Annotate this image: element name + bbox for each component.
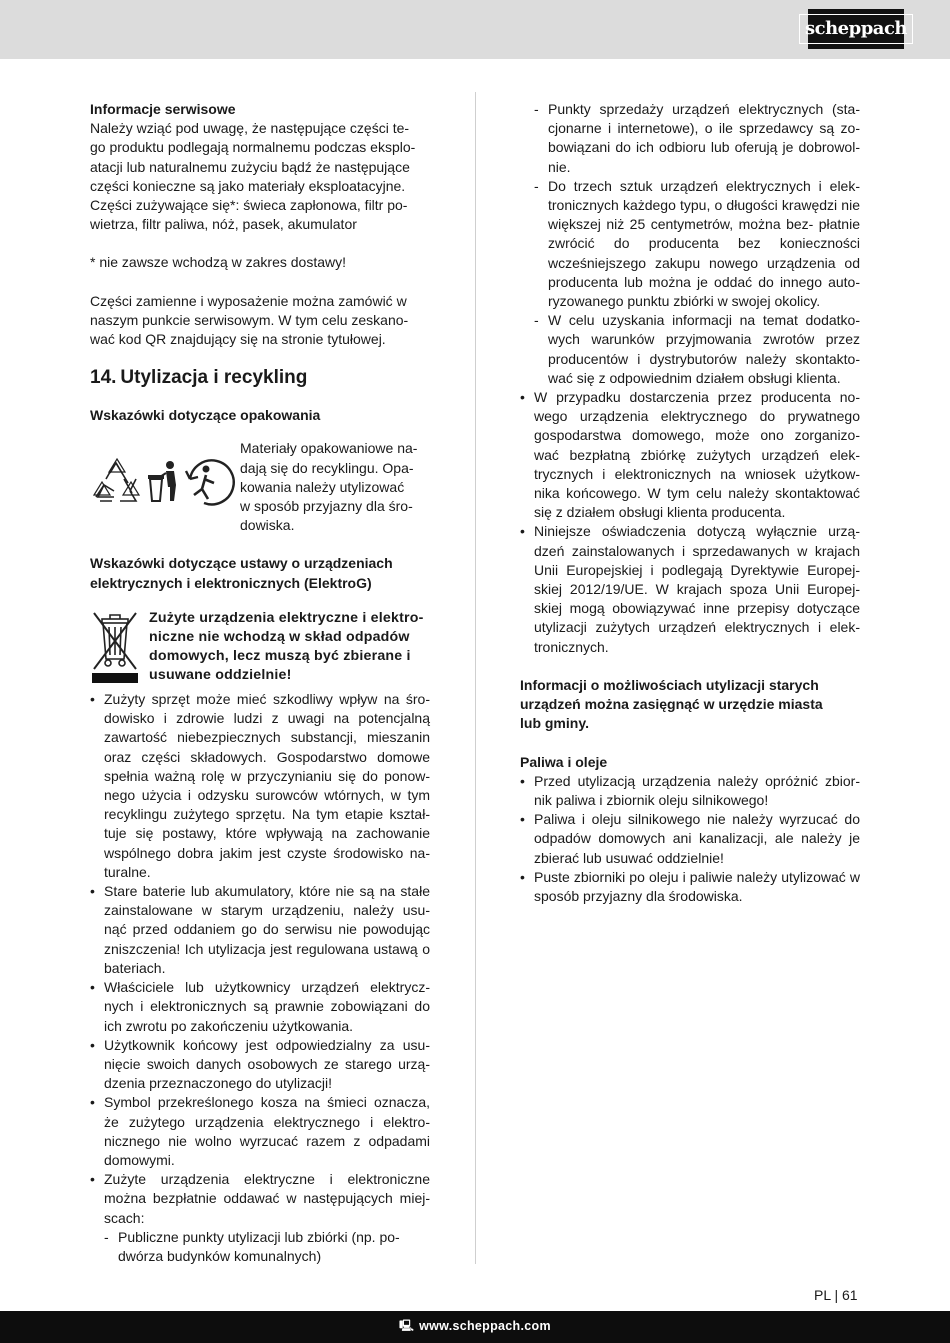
- recycle-icon: [94, 459, 139, 501]
- right-column: [520, 100, 860, 906]
- chapter-title: Utylizacja i recykling: [120, 367, 308, 389]
- text-line: dowiska.: [240, 517, 295, 534]
- litter-bin-icon: [148, 461, 176, 501]
- service-heading: Informacje serwisowe: [90, 101, 236, 117]
- text-line: w sposób przyjazny dla śro-: [240, 498, 413, 515]
- packaging-icons: [90, 439, 240, 544]
- list-item: - Publiczne punkty utylizacji lub zbiórki (np. po- dwórza budynków komunalnych): [104, 1228, 430, 1266]
- text-line: wietrza, filtr paliwa, nóż, pasek, akumulator: [90, 216, 357, 233]
- text-line: Części zamienne i wyposażenie można zamówić w: [90, 292, 407, 309]
- footer-url[interactable]: www.scheppach.com: [419, 1319, 551, 1334]
- text-line: wać kod QR znajdujący się na stronie tytułowej.: [90, 331, 386, 348]
- left-column: [90, 100, 430, 1266]
- fuel-bullet-list: [520, 772, 860, 906]
- text-line: Należy wziąć pod uwagę, że następujące części te-: [90, 120, 410, 137]
- text-line: usuwane oddzielnie!: [149, 667, 292, 684]
- list-item: - Punkty sprzedaży urządzeń elektrycznych (sta- cjonarne i internetowe), o ile sprzedawcy są zo- bowiązani do ich odbioru lub oferują je dobrowol- nie.: [534, 100, 860, 177]
- collection-points-list-continued: [534, 100, 860, 388]
- service-text: [90, 119, 430, 234]
- text-line: lub gminy.: [520, 715, 589, 732]
- fuel-heading: Paliwa i oleje: [520, 753, 608, 770]
- packaging-heading: Wskazówki dotyczące opakowania: [90, 407, 321, 424]
- text-line: urządzeń można zasięgnąć w urzędzie miasta: [520, 696, 823, 713]
- text-line: Materiały opakowaniowe na-: [240, 440, 418, 457]
- weee-bullet-list-continued: [520, 388, 860, 657]
- packaging-text: [240, 439, 430, 544]
- text-line: naszym punkcie serwisowym. W tym celu zeskano-: [90, 311, 409, 328]
- text-line: Zużyte urządzenia elektryczne i elektro-: [149, 609, 424, 626]
- list-item: • W przypadku dostarczenia przez producenta no- wego urządzenia elektrycznego do prywatnego gospodarstwa domowego, może ono zorganizo- wać bezpłatną zbiórkę zużytych urządzeń elek- trycznych i elektronicznych na wniosek użytkow- nika końcowego. W tym celu należy skontaktować się z działem obsługi klienta producenta.: [520, 388, 860, 522]
- list-item: • Właściciele lub użytkownicy urządzeń elektrycz- nych i elektronicznych są prawnie zobowiązani do ich zwrotu po zakończeniu użytkowania.: [90, 978, 430, 1036]
- text-line: dają się do recyklingu. Opa-: [240, 459, 414, 476]
- brand-logo: [805, 9, 908, 49]
- text-line: kowania należy utylizować: [240, 478, 405, 495]
- text-line: Informacji o możliwościach utylizacji starych: [520, 676, 819, 693]
- list-item: • Niniejsze oświadczenia dotyczą wyłącznie urzą- dzeń zainstalowanych i sprzedawanych w krajach Unii Europejskiej i podlegają Dyrektywie Europej- skiej 2012/19/UE. W krajach spoza Unii Europej- skiej mogą obowiązywać inne przepisy dotyczące utylizacji zużytych urządzeń elektrycznych i elek- tronicznych.: [520, 522, 860, 656]
- list-item: • Paliwa i oleju silnikowego nie należy wyrzucać do odpadów domowych ani kanalizacji, ale należy je zbierać lub usuwać oddzielnie!: [520, 810, 860, 868]
- monitor-icon: 🖳: [399, 1320, 415, 1333]
- weee-warning-text: [149, 609, 430, 690]
- column-divider: [475, 92, 476, 1264]
- text-line: elektrycznych i elektronicznych (ElektroG): [90, 574, 372, 591]
- weee-heading: [90, 554, 430, 592]
- tidyman-recycle-icon: [186, 461, 234, 505]
- text-line: Wskazówki dotyczące ustawy o urządzeniach: [90, 555, 393, 572]
- weee-warning: [90, 609, 430, 690]
- list-item: • Zużyty sprzęt może mieć szkodliwy wpływ na śro- dowisko i zdrowie ludzi z uwagi na potencjalną zawartość niebezpiecznych substancji, mieszanin oraz części składowych. Gospodarstwo domowe spełnia ważną rolę w przyczynianiu się do ponow- nego użycia i odzysku surowców wtórnych, w tym recyklingu zużytego sprzętu. Na tym etapie kształ- tuje się postawy, które wpływają na zachowanie wspólnego dobra jakim jest czyste środowisko na- turalne.: [90, 690, 430, 882]
- crossed-bin-icon: [90, 609, 149, 690]
- list-item: - Do trzech sztuk urządzeń elektrycznych i elek- tronicznych każdego typu, o długości krawędzi nie większej niż 25 centymetrów, można bez- płatnie zwrócić do producenta bez konieczności wcześniejszego zakupu nowego urządzenia od producenta lub można je oddać do innego auto- ryzowanego punktu zbiórki w swojej okolicy.: [534, 177, 860, 311]
- list-item: • Użytkownik końcowy jest odpowiedzialny za usu- nięcie swoich danych osobowych ze starego urzą- dzenia przeznaczonego do utylizacji!: [90, 1036, 430, 1094]
- collection-points-list: [104, 1228, 430, 1266]
- packaging-section: [90, 439, 430, 544]
- text-line: Części zużywające się*: świeca zapłonowa, filtr po-: [90, 197, 408, 214]
- footer-bar: [0, 1311, 950, 1343]
- footnote: * nie zawsze wchodzą w zakres dostawy!: [90, 254, 346, 271]
- disposal-info-text: [520, 676, 860, 734]
- text-line: części konieczne są jako materiały eksploatacyjne.: [90, 177, 406, 194]
- brand-logo-text: scheppach: [799, 14, 913, 44]
- text-line: atacji lub naturalnemu zużyciu bądź że następujące: [90, 158, 410, 175]
- text-line: domowych, lecz muszą być zbierane i: [149, 648, 411, 665]
- list-item: • Puste zbiorniki po oleju i paliwie należy utylizować w sposób przyjazny dla środowiska.: [520, 868, 860, 906]
- page-number: PL | 61: [814, 1287, 858, 1303]
- chapter-heading: [90, 366, 430, 390]
- list-item: - W celu uzyskania informacji na temat dodatko- wych warunków przyjmowania zwrotów przez producentów i dystrybutorów należy skontakto- wać się z odpowiednim działem obsługi klienta.: [534, 311, 860, 388]
- spare-parts-text: [90, 292, 430, 350]
- chapter-number: 14.: [90, 367, 117, 389]
- weee-bullet-list: [90, 690, 430, 1228]
- list-item: • Stare baterie lub akumulatory, które nie są na stałe zainstalowane w starym urządzeniu, należy usu- nąć przed oddaniem go do serwisu nie powodując zniszczenia! Ich utylizacja jest regulowana ustawą o bateriach.: [90, 882, 430, 978]
- list-item: • Symbol przekreślonego kosza na śmieci oznacza, że zużytego urządzenia elektrycznego i elektro- nicznego nie wolno wyrzucać razem z odpadami domowymi.: [90, 1093, 430, 1170]
- text-line: niczne nie wchodzą w skład odpadów: [149, 629, 410, 646]
- list-item: • Zużyte urządzenia elektryczne i elektroniczne można bezpłatnie oddawać w następujących miej- scach:: [90, 1170, 430, 1228]
- list-item: • Przed utylizacją urządzenia należy opróżnić zbior- nik paliwa i zbiornik oleju silnikowego!: [520, 772, 860, 810]
- text-line: go produktu podlegają normalnemu podczas eksplo-: [90, 139, 416, 156]
